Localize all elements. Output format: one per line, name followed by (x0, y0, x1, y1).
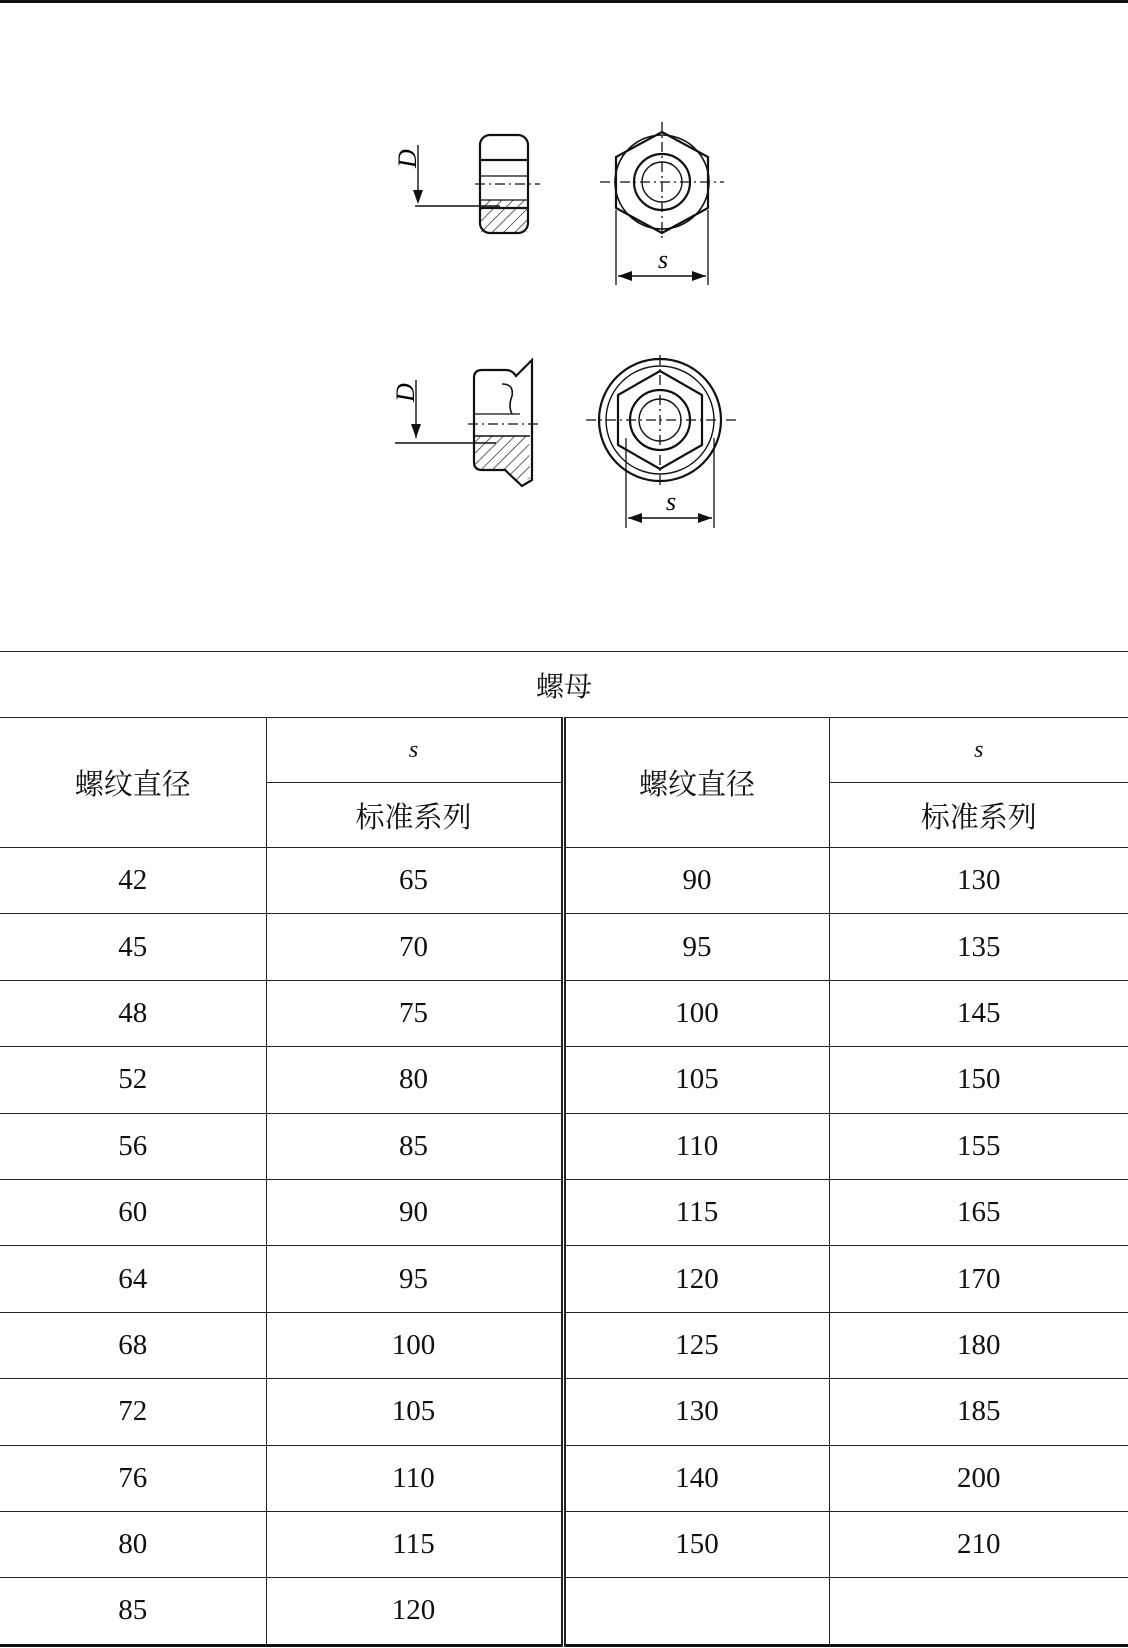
cell-s-standard: 110 (266, 1445, 563, 1511)
cell-s-standard: 155 (829, 1113, 1128, 1179)
cell-thread-diameter: 76 (0, 1445, 266, 1511)
table-row (0, 1312, 1128, 1378)
dimension-label-s-bottom: s (666, 487, 677, 516)
table-row (0, 1511, 1128, 1577)
cell-s-standard: 170 (829, 1246, 1128, 1312)
cell-thread-diameter: 110 (563, 1113, 829, 1179)
cell-thread-diameter: 42 (0, 848, 266, 914)
cell-thread-diameter: 90 (563, 848, 829, 914)
cell-s-standard: 85 (266, 1113, 563, 1179)
dimension-label-d-bottom: D (391, 383, 420, 402)
table-row (0, 848, 1128, 914)
cell-thread-diameter: 115 (563, 1179, 829, 1245)
cell-s-standard: 65 (266, 848, 563, 914)
table-row (0, 914, 1128, 980)
cell-thread-diameter: 95 (563, 914, 829, 980)
cell-thread-diameter (563, 1578, 829, 1645)
table-row (0, 1379, 1128, 1445)
cell-s-standard: 95 (266, 1246, 563, 1312)
cell-thread-diameter: 60 (0, 1179, 266, 1245)
cell-thread-diameter: 64 (0, 1246, 266, 1312)
table-row (0, 1445, 1128, 1511)
cell-thread-diameter: 85 (0, 1578, 266, 1645)
table-row (0, 1246, 1128, 1312)
cell-s-standard: 145 (829, 980, 1128, 1046)
cell-thread-diameter: 56 (0, 1113, 266, 1179)
cell-s-standard: 200 (829, 1445, 1128, 1511)
cell-thread-diameter: 140 (563, 1445, 829, 1511)
flange-nut-top-view (586, 355, 738, 528)
cell-s-standard: 105 (266, 1379, 563, 1445)
header-thread-diameter-right: 螺纹直径 (563, 718, 829, 848)
header-standard-series-right: 标准系列 (829, 783, 1128, 848)
cell-thread-diameter: 80 (0, 1511, 266, 1577)
cell-thread-diameter: 100 (563, 980, 829, 1046)
cell-thread-diameter: 105 (563, 1047, 829, 1113)
nut-figure (0, 0, 1128, 640)
cell-s-standard: 80 (266, 1047, 563, 1113)
table-row (0, 1179, 1128, 1245)
cell-s-standard: 75 (266, 980, 563, 1046)
cell-s-standard: 115 (266, 1511, 563, 1577)
cell-s-standard: 210 (829, 1511, 1128, 1577)
cell-thread-diameter: 125 (563, 1312, 829, 1378)
header-s-right: s (829, 718, 1128, 783)
cell-thread-diameter: 130 (563, 1379, 829, 1445)
cell-thread-diameter: 45 (0, 914, 266, 980)
cell-thread-diameter: 120 (563, 1246, 829, 1312)
cell-s-standard: 130 (829, 848, 1128, 914)
cell-s-standard: 120 (266, 1578, 563, 1645)
table-title: 螺母 (0, 652, 1128, 718)
cell-s-standard: 150 (829, 1047, 1128, 1113)
dimension-label-d-top: D (393, 149, 422, 168)
header-standard-series-left: 标准系列 (266, 783, 563, 848)
cell-thread-diameter: 150 (563, 1511, 829, 1577)
nut-size-table (0, 651, 1128, 1647)
cell-thread-diameter: 72 (0, 1379, 266, 1445)
cell-s-standard: 135 (829, 914, 1128, 980)
cell-s-standard: 100 (266, 1312, 563, 1378)
table-row (0, 1578, 1128, 1645)
dimension-label-s-top: s (658, 245, 669, 274)
flange-nut-side-view (395, 360, 540, 486)
cell-thread-diameter: 68 (0, 1312, 266, 1378)
nut-size-table-container (0, 651, 1128, 1647)
table-row (0, 1113, 1128, 1179)
table-row (0, 980, 1128, 1046)
cell-s-standard (829, 1578, 1128, 1645)
cell-s-standard: 165 (829, 1179, 1128, 1245)
table-row (0, 1047, 1128, 1113)
cell-s-standard: 70 (266, 914, 563, 980)
cell-thread-diameter: 52 (0, 1047, 266, 1113)
cell-thread-diameter: 48 (0, 980, 266, 1046)
header-thread-diameter-left: 螺纹直径 (0, 718, 266, 848)
hex-nut-side-view (413, 135, 540, 233)
cell-s-standard: 90 (266, 1179, 563, 1245)
header-s-left: s (266, 718, 563, 783)
cell-s-standard: 185 (829, 1379, 1128, 1445)
cell-s-standard: 180 (829, 1312, 1128, 1378)
